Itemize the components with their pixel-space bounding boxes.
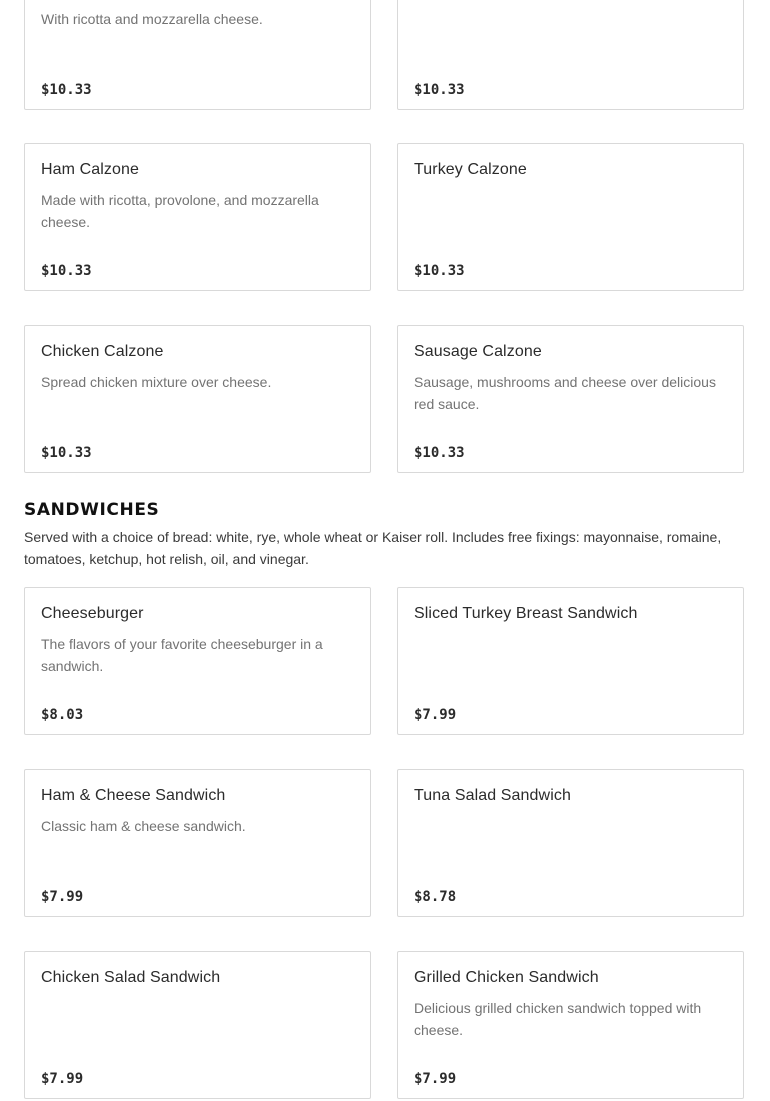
menu-item-card[interactable] [397, 587, 744, 735]
menu-item-card[interactable] [24, 769, 371, 917]
menu-item-card[interactable] [24, 325, 371, 473]
menu-item-card[interactable] [24, 0, 371, 110]
menu-item-price: $8.78 [414, 889, 457, 905]
menu-item-price: $10.33 [41, 263, 92, 279]
menu-item-card[interactable] [397, 769, 744, 917]
menu-item-price: $7.99 [41, 889, 84, 905]
menu-item-price: $10.33 [41, 82, 92, 98]
menu-item-price: $10.33 [41, 445, 92, 461]
menu-item-name: Ham & Cheese Sandwich [41, 787, 226, 804]
section-title: SANDWICHES [24, 500, 160, 520]
menu-item-card[interactable] [24, 143, 371, 291]
menu-item-card[interactable] [397, 0, 744, 110]
menu-item-name: Sausage Calzone [414, 343, 542, 360]
menu-item-card[interactable] [397, 951, 744, 1099]
menu-item-description: Classic ham & cheese sandwich. [41, 818, 246, 834]
menu-item-card[interactable] [24, 951, 371, 1099]
menu-item-price: $10.33 [414, 445, 465, 461]
menu-item-card[interactable] [397, 325, 744, 473]
menu-item-price: $10.33 [414, 263, 465, 279]
menu-item-description: Made with ricotta, provolone, and mozzarella cheese. [41, 192, 319, 230]
menu-item-name: Cheeseburger [41, 605, 144, 622]
menu-item-description: With ricotta and mozzarella cheese. [41, 11, 263, 27]
menu-item-price: $10.33 [414, 82, 465, 98]
section-description: Served with a choice of bread: white, rye, whole wheat or Kaiser roll. Includes free fixings: mayonnaise, romaine, tomatoes, ketchup, hot relish, oil, and vinegar. [24, 529, 722, 567]
menu-item-price: $7.99 [41, 1071, 84, 1087]
menu-item-description: Sausage, mushrooms and cheese over delicious red sauce. [414, 374, 716, 412]
menu-item-name: Sliced Turkey Breast Sandwich [414, 605, 638, 622]
menu-item-description: Spread chicken mixture over cheese. [41, 374, 272, 390]
menu-item-description: Delicious grilled chicken sandwich topped with cheese. [414, 1000, 702, 1038]
menu-item-price: $7.99 [414, 1071, 457, 1087]
menu-item-card[interactable] [24, 587, 371, 735]
menu-item-name: Chicken Calzone [41, 343, 164, 360]
menu-item-card[interactable] [397, 143, 744, 291]
menu-item-name: Chicken Salad Sandwich [41, 969, 221, 986]
menu-item-name: Ham Calzone [41, 161, 140, 178]
menu-item-name: Tuna Salad Sandwich [414, 787, 571, 804]
menu-item-description: The flavors of your favorite cheeseburger in a sandwich. [41, 636, 323, 674]
menu-item-name: Turkey Calzone [414, 161, 527, 178]
menu-item-price: $8.03 [41, 707, 84, 723]
menu-item-price: $7.99 [414, 707, 457, 723]
menu-item-name: Grilled Chicken Sandwich [414, 969, 599, 986]
